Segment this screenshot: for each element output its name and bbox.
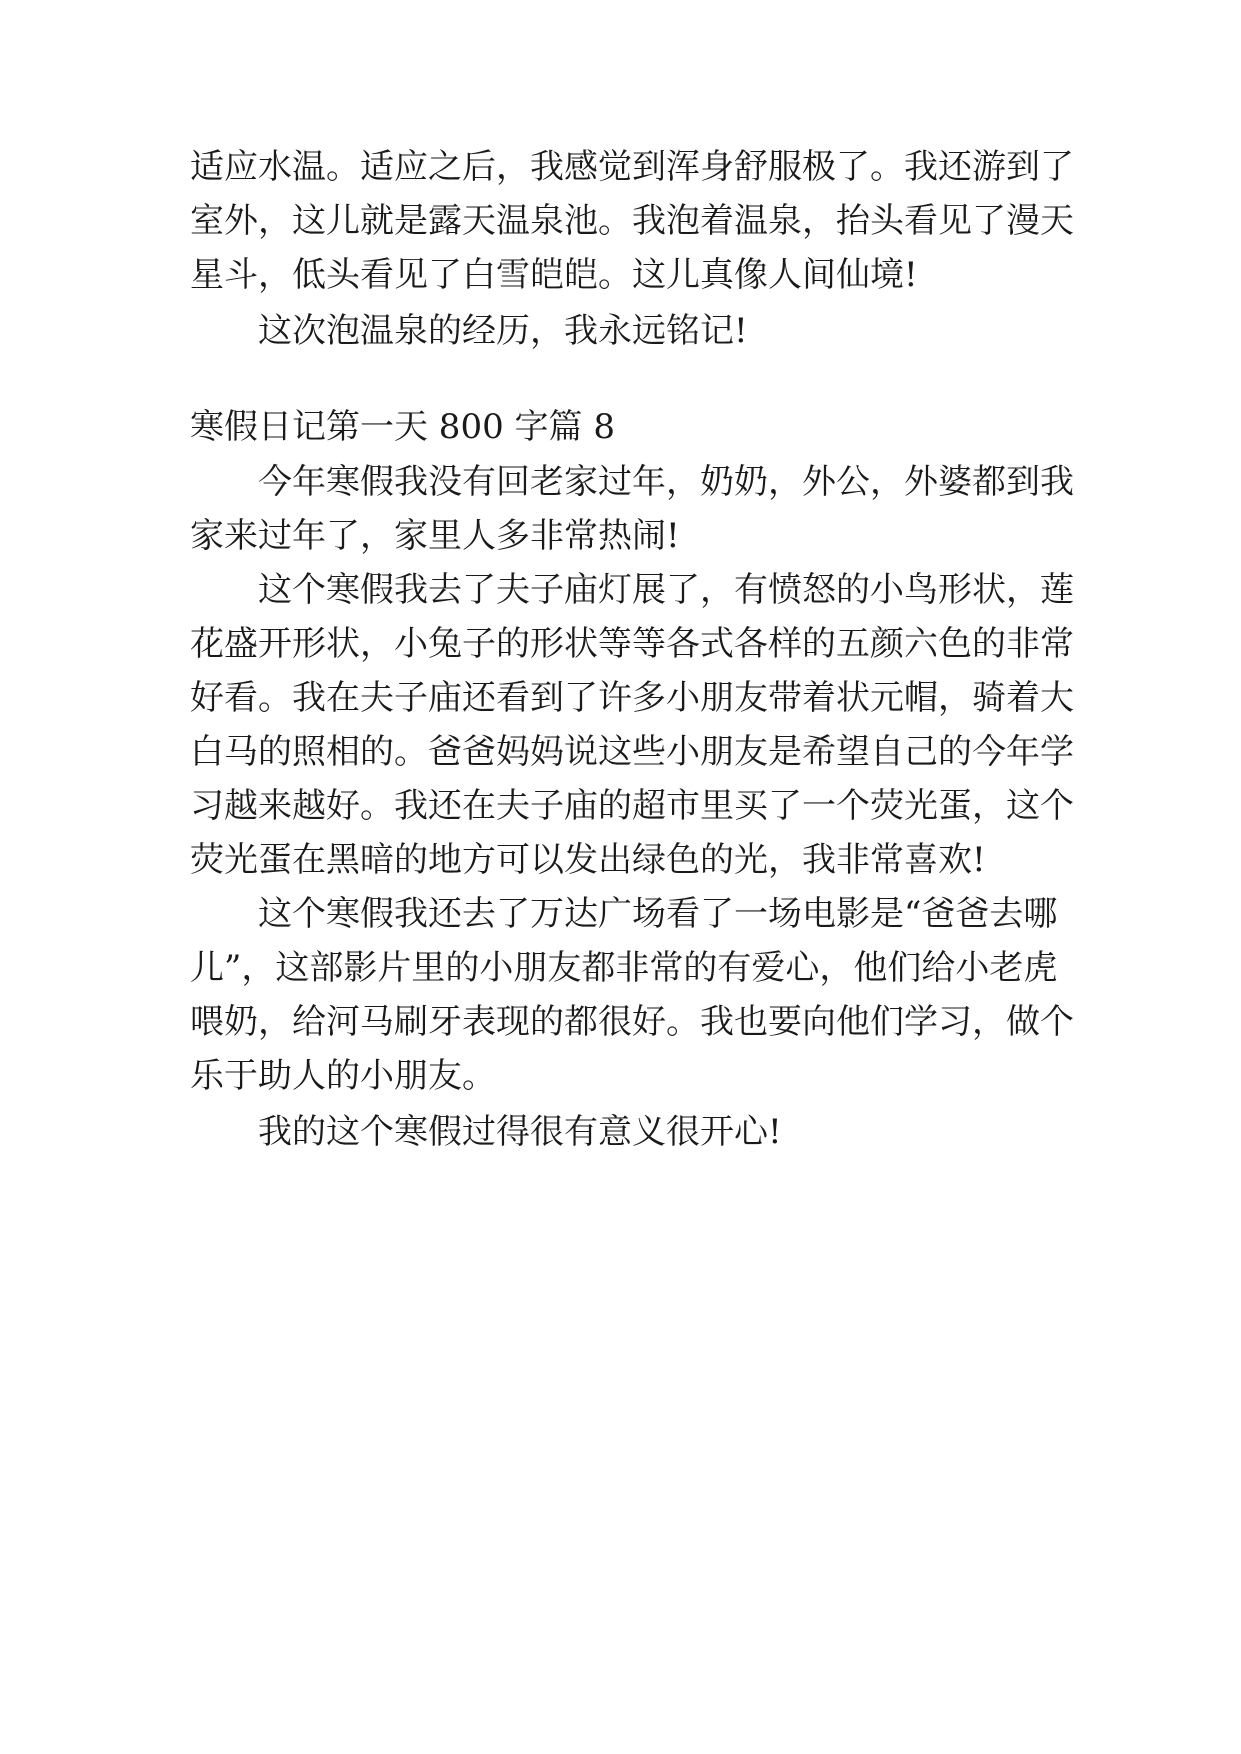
section-title: 寒假日记第一天 800 字篇 8	[190, 407, 615, 447]
text-line: 白马的照相的。爸爸妈妈说这些小朋友是希望自己的今年学	[190, 732, 1074, 772]
text-line: 习越来越好。我还在夫子庙的超市里买了一个荧光蛋，这个	[190, 786, 1074, 826]
text-line: 花盛开形状，小兔子的形状等等各式各样的五颜六色的非常	[190, 624, 1074, 664]
text-line: 好看。我在夫子庙还看到了许多小朋友带着状元帽，骑着大	[190, 678, 1074, 718]
text-line: 适应水温。适应之后，我感觉到浑身舒服极了。我还游到了	[190, 147, 1074, 187]
text-line: 荧光蛋在黑暗的地方可以发出绿色的光，我非常喜欢!	[190, 840, 986, 880]
text-line: 乐于助人的小朋友。	[190, 1056, 496, 1096]
text-line: 家来过年了，家里人多非常热闹!	[190, 516, 680, 556]
text-line: 今年寒假我没有回老家过年，奶奶，外公，外婆都到我	[258, 462, 1074, 502]
text-line: 我的这个寒假过得很有意义很开心!	[258, 1112, 782, 1152]
text-line: 儿”，这部影片里的小朋友都非常的有爱心，他们给小老虎	[190, 948, 1058, 988]
text-line: 这个寒假我去了夫子庙灯展了，有愤怒的小鸟形状，莲	[258, 570, 1074, 610]
closing-paragraph: 这次泡温泉的经历，我永远铭记!	[258, 311, 748, 351]
text-line: 星斗，低头看见了白雪皑皑。这儿真像人间仙境!	[190, 255, 918, 295]
text-line: 喂奶，给河马刷牙表现的都很好。我也要向他们学习，做个	[190, 1002, 1074, 1042]
text-line: 这个寒假我还去了万达广场看了一场电影是“爸爸去哪	[258, 894, 1058, 934]
text-line: 室外，这儿就是露天温泉池。我泡着温泉，抬头看见了漫天	[190, 201, 1074, 241]
